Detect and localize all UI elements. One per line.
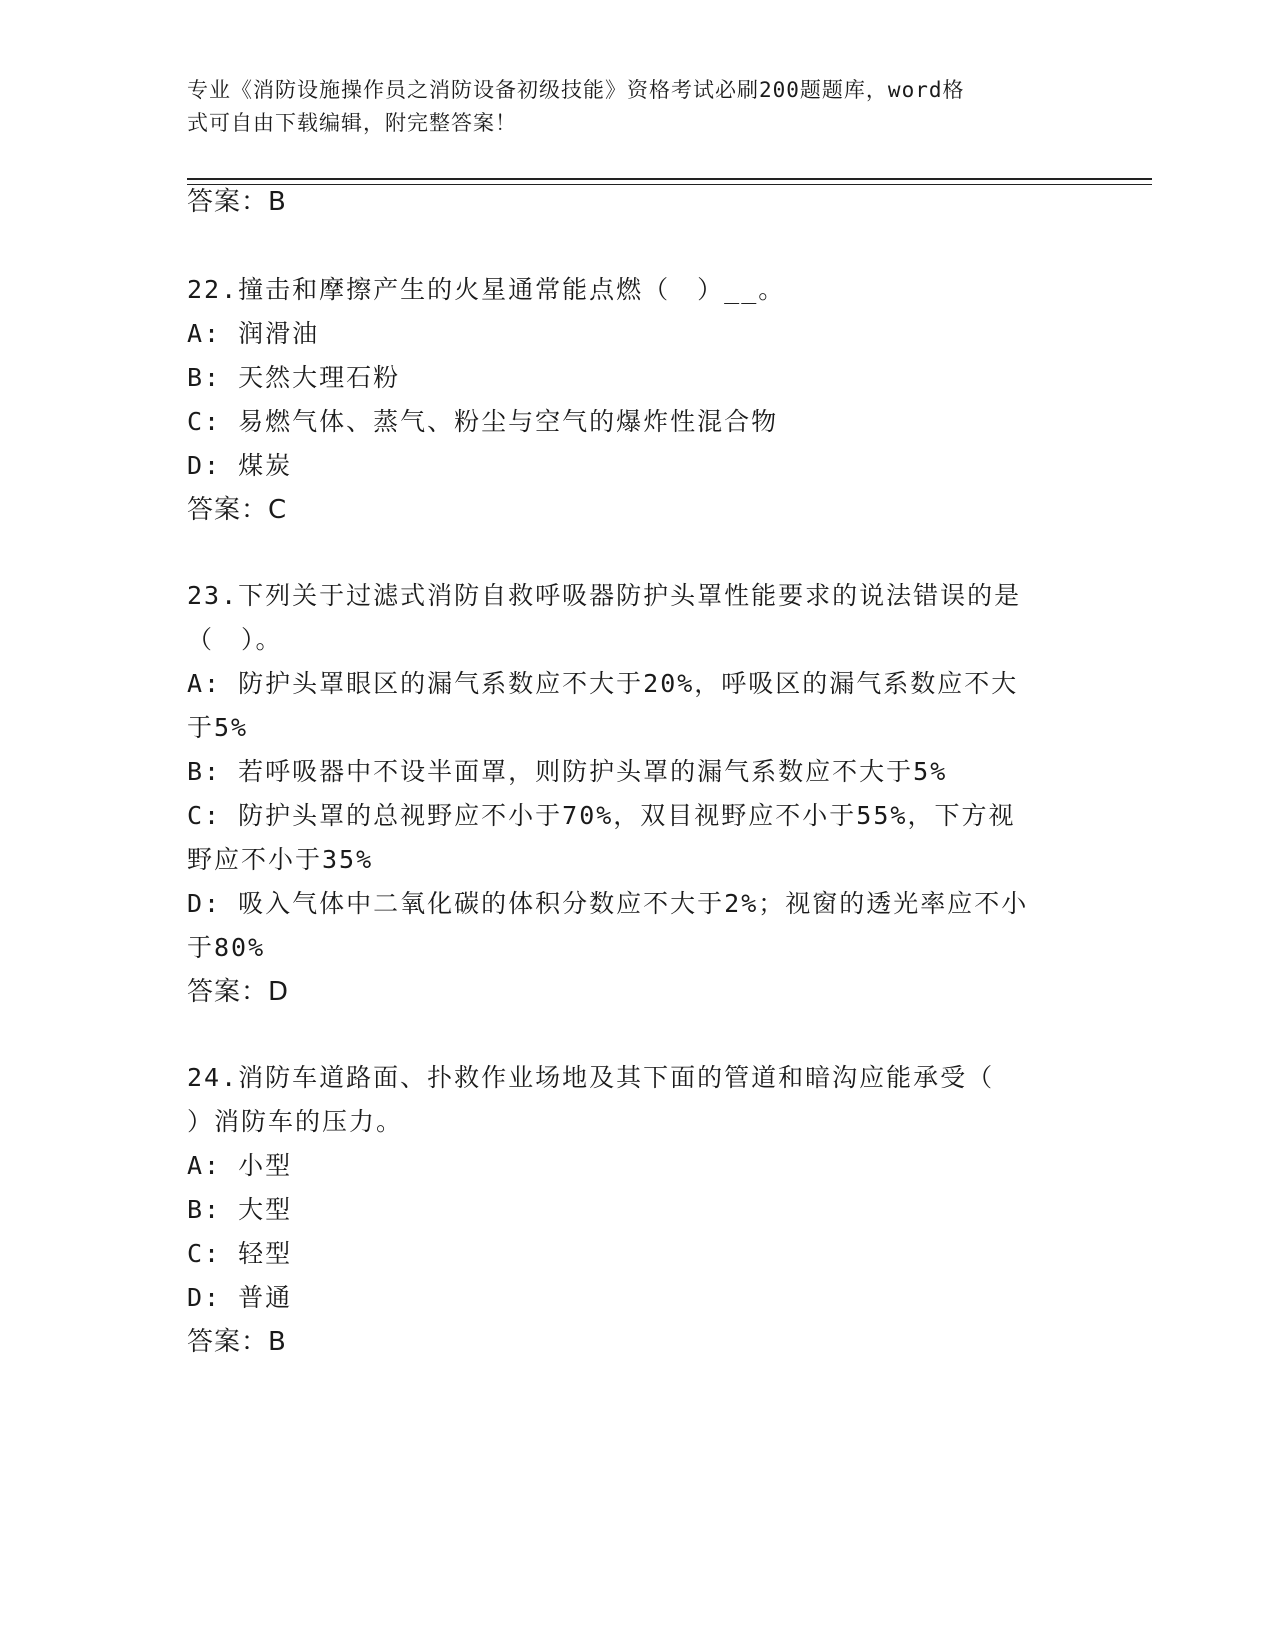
question-23-option-a-cont: 于5% bbox=[187, 713, 249, 742]
header-line-1: 专业《消防设施操作员之消防设备初级技能》资格考试必刷200题题库，word格 bbox=[187, 78, 965, 102]
question-22-option-d: D: 煤炭 bbox=[187, 451, 293, 480]
question-23-stem-line-1: 23.下列关于过滤式消防自救呼吸器防护头罩性能要求的说法错误的是 bbox=[187, 581, 1022, 610]
answer-q24: 答案：B bbox=[187, 1327, 287, 1357]
question-23-option-a: A: 防护头罩眼区的漏气系数应不大于20%，呼吸区的漏气系数应不大 bbox=[187, 669, 1019, 698]
question-22-option-c: C: 易燃气体、蒸气、粉尘与空气的爆炸性混合物 bbox=[187, 407, 779, 436]
question-24-option-d: D: 普通 bbox=[187, 1283, 293, 1312]
question-23-option-b: B: 若呼吸器中不设半面罩，则防护头罩的漏气系数应不大于5% bbox=[187, 757, 948, 786]
answer-q22: 答案：C bbox=[187, 495, 288, 525]
question-22-option-a: A: 润滑油 bbox=[187, 319, 320, 348]
question-23-option-c-cont: 野应不小于35% bbox=[187, 845, 374, 874]
question-23-stem-line-2: （ ）。 bbox=[187, 625, 283, 654]
answer-q21: 答案：B bbox=[187, 187, 287, 217]
header-line-2: 式可自由下载编辑，附完整答案！ bbox=[187, 111, 517, 135]
question-24-option-c: C: 轻型 bbox=[187, 1239, 293, 1268]
question-24-option-a: A: 小型 bbox=[187, 1151, 293, 1180]
question-23-option-c: C: 防护头罩的总视野应不小于70%，双目视野应不小于55%，下方视 bbox=[187, 801, 1016, 830]
answer-q23: 答案：D bbox=[187, 977, 290, 1007]
question-24-stem-line-2: ）消防车的压力。 bbox=[187, 1107, 404, 1136]
question-22-stem: 22.撞击和摩擦产生的火星通常能点燃（ ）__。 bbox=[187, 275, 786, 304]
question-23-option-d: D: 吸入气体中二氧化碳的体积分数应不大于2%；视窗的透光率应不小 bbox=[187, 889, 1029, 918]
question-22-option-b: B: 天然大理石粉 bbox=[187, 363, 401, 392]
header-divider-thick bbox=[187, 178, 1152, 180]
question-23-option-d-cont: 于80% bbox=[187, 933, 266, 962]
question-24-option-b: B: 大型 bbox=[187, 1195, 293, 1224]
document-header bbox=[187, 74, 1077, 140]
question-24-stem-line-1: 24.消防车道路面、扑救作业场地及其下面的管道和暗沟应能承受（ bbox=[187, 1063, 995, 1092]
header-divider-thin bbox=[187, 184, 1152, 185]
